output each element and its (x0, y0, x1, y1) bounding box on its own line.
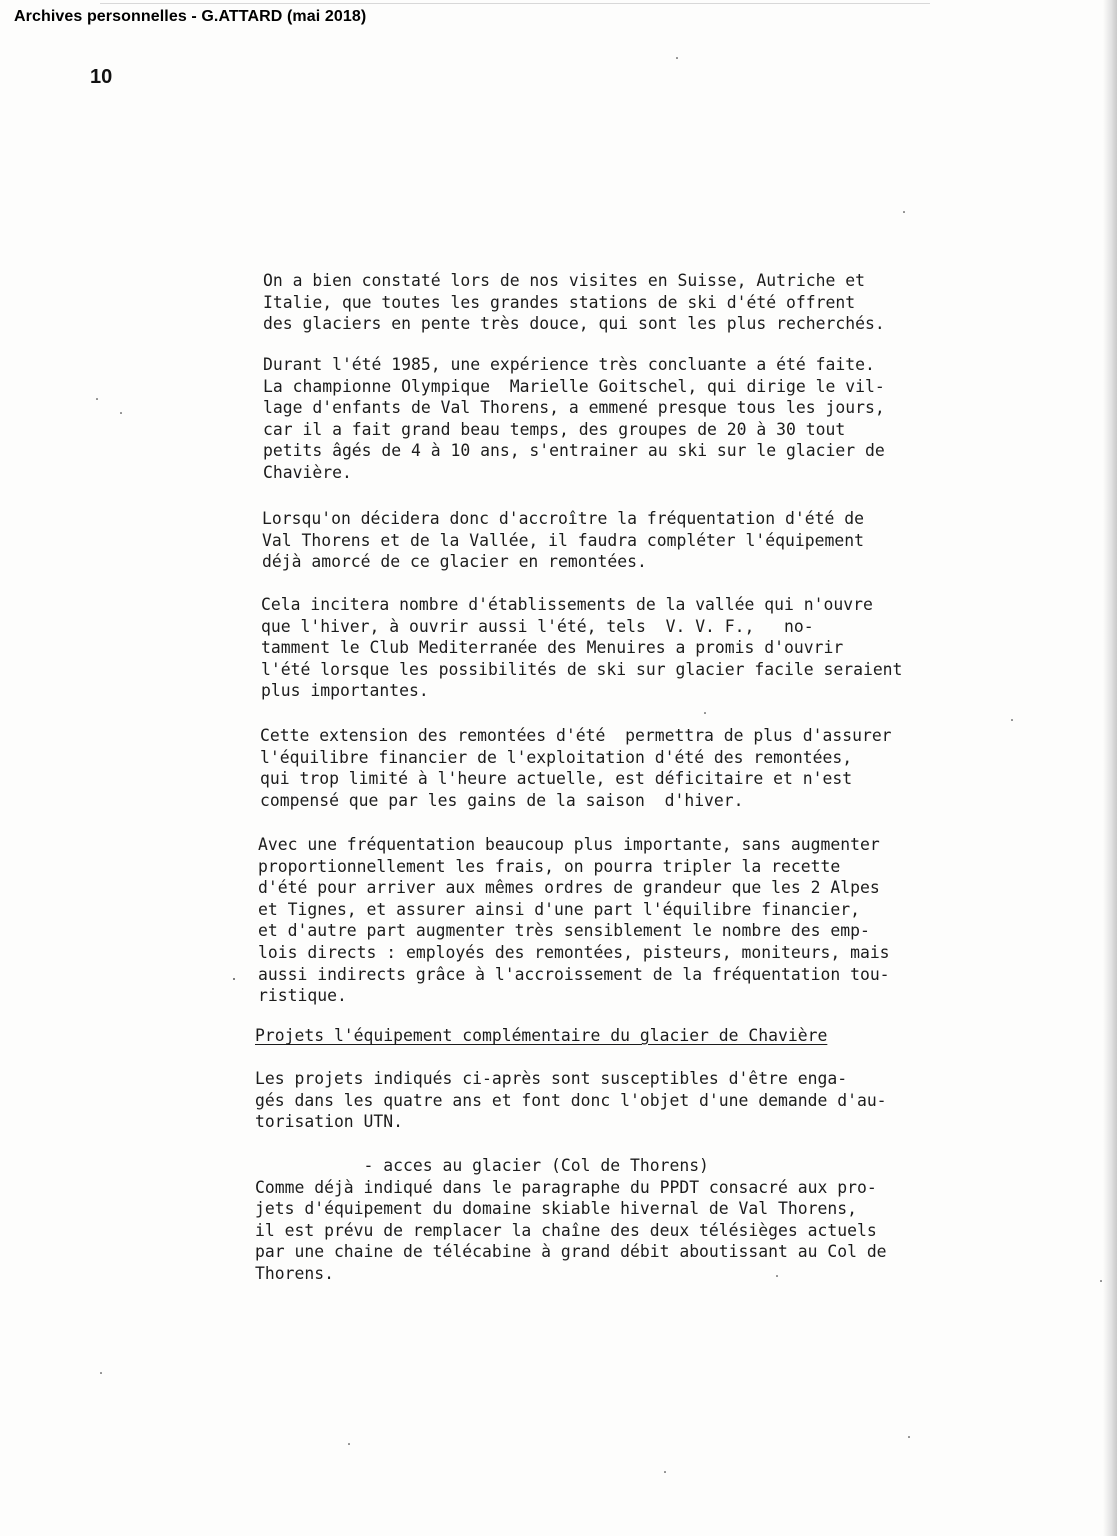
text-line: car il a fait grand beau temps, des groupes de 20 à 30 tout (263, 419, 846, 439)
scan-speck (348, 1443, 350, 1445)
paragraph-7 (255, 1068, 887, 1133)
text-line: déjà amorcé de ce glacier en remontées. (262, 552, 647, 572)
text-line: l'été lorsque les possibilités de ski sur glacier facile seraient (261, 659, 903, 679)
text-line: proportionnellement les frais, on pourra tripler la recette (258, 856, 841, 876)
paragraph-1 (263, 270, 885, 335)
paragraph-8 (255, 1155, 887, 1285)
text-line: par une chaine de télécabine à grand débit aboutissant au Col de (255, 1242, 887, 1262)
text-line: plus importantes. (261, 681, 429, 701)
text-line: ristique. (258, 986, 347, 1006)
scan-speck (664, 1471, 666, 1473)
text-line: qui trop limité à l'heure actuelle, est déficitaire et n'est (260, 769, 853, 789)
text-line: et Tignes, et assurer ainsi d'une part l'équilibre financier, (258, 899, 860, 919)
text-line: il est prévu de remplacer la chaîne des deux télésièges actuels (255, 1220, 877, 1240)
text-line: l'équilibre financier de l'exploitation d'été des remontées, (260, 747, 853, 767)
text-line: Cela incitera nombre d'établissements de la vallée qui n'ouvre (261, 595, 873, 614)
scan-speck (96, 398, 98, 400)
scan-speck (233, 978, 235, 980)
scan-speck (676, 57, 678, 59)
section-heading: Projets l'équipement complémentaire du glacier de Chavière (255, 1026, 828, 1045)
text-line: et d'autre part augmenter très sensiblement le nombre des emp- (258, 921, 870, 941)
scan-speck (1011, 719, 1013, 721)
text-line: gés dans les quatre ans et font donc l'objet d'une demande d'au- (255, 1090, 887, 1110)
text-line: Les projets indiqués ci-après sont susceptibles d'être enga- (255, 1069, 848, 1088)
text-line: compensé que par les gains de la saison d'hiver. (260, 790, 744, 810)
paragraph-6 (258, 834, 890, 1007)
paragraph-4 (261, 594, 902, 702)
text-line: Thorens. (255, 1263, 334, 1283)
scan-speck (908, 1436, 910, 1438)
page-number: 10 (90, 66, 113, 88)
text-line: Avec une fréquentation beaucoup plus importante, sans augmenter (258, 835, 880, 854)
text-line: petits âgés de 4 à 10 ans, s'entrainer au ski sur le glacier de (263, 441, 885, 461)
text-line: Lorsqu'on décidera donc d'accroître la fréquentation d'été de (262, 509, 864, 528)
scan-right-edge (1103, 0, 1117, 1536)
paragraph-2 (263, 354, 885, 484)
archive-header: Archives personnelles - G.ATTARD (mai 2018) (14, 8, 367, 25)
scan-speck (776, 1275, 778, 1277)
text-line: Val Thorens et de la Vallée, il faudra compléter l'équipement (262, 530, 864, 550)
text-line: Chavière. (263, 462, 352, 482)
text-line: aussi indirects grâce à l'accroissement de la fréquentation tou- (258, 964, 890, 984)
text-line: On a bien constaté lors de nos visites en Suisse, Autriche et (263, 271, 865, 290)
scan-speck (903, 211, 905, 213)
text-line: - acces au glacier (Col de Thorens) (255, 1156, 709, 1175)
scan-speck (100, 1372, 102, 1374)
text-line: La championne Olympique Marielle Goitschel, qui dirige le vil- (263, 376, 885, 396)
text-line: Cette extension des remontées d'été permettra de plus d'assurer (260, 726, 892, 745)
text-line: lois directs : employés des remontées, pisteurs, moniteurs, mais (258, 942, 890, 962)
text-line: tamment le Club Mediterranée des Menuires a promis d'ouvrir (261, 638, 844, 658)
text-line: Durant l'été 1985, une expérience très concluante a été faite. (263, 355, 875, 374)
scan-top-edge (100, 3, 930, 4)
text-line: que l'hiver, à ouvrir aussi l'été, tels V. V. F., no- (261, 616, 814, 636)
paragraph-3 (262, 508, 864, 573)
scan-speck (704, 712, 706, 714)
text-line: Comme déjà indiqué dans le paragraphe du PPDT consacré aux pro- (255, 1177, 877, 1197)
text-line: lage d'enfants de Val Thorens, a emmené presque tous les jours, (263, 398, 885, 418)
text-line: d'été pour arriver aux mêmes ordres de grandeur que les 2 Alpes (258, 878, 880, 898)
text-line: des glaciers en pente très douce, qui sont les plus recherchés. (263, 314, 885, 334)
text-line: Italie, que toutes les grandes stations de ski d'été offrent (263, 292, 856, 312)
text-line: torisation UTN. (255, 1112, 404, 1132)
scan-speck (120, 412, 122, 414)
paragraph-5 (260, 725, 892, 811)
text-line: jets d'équipement du domaine skiable hivernal de Val Thorens, (255, 1199, 857, 1219)
scan-speck (1100, 1280, 1102, 1282)
